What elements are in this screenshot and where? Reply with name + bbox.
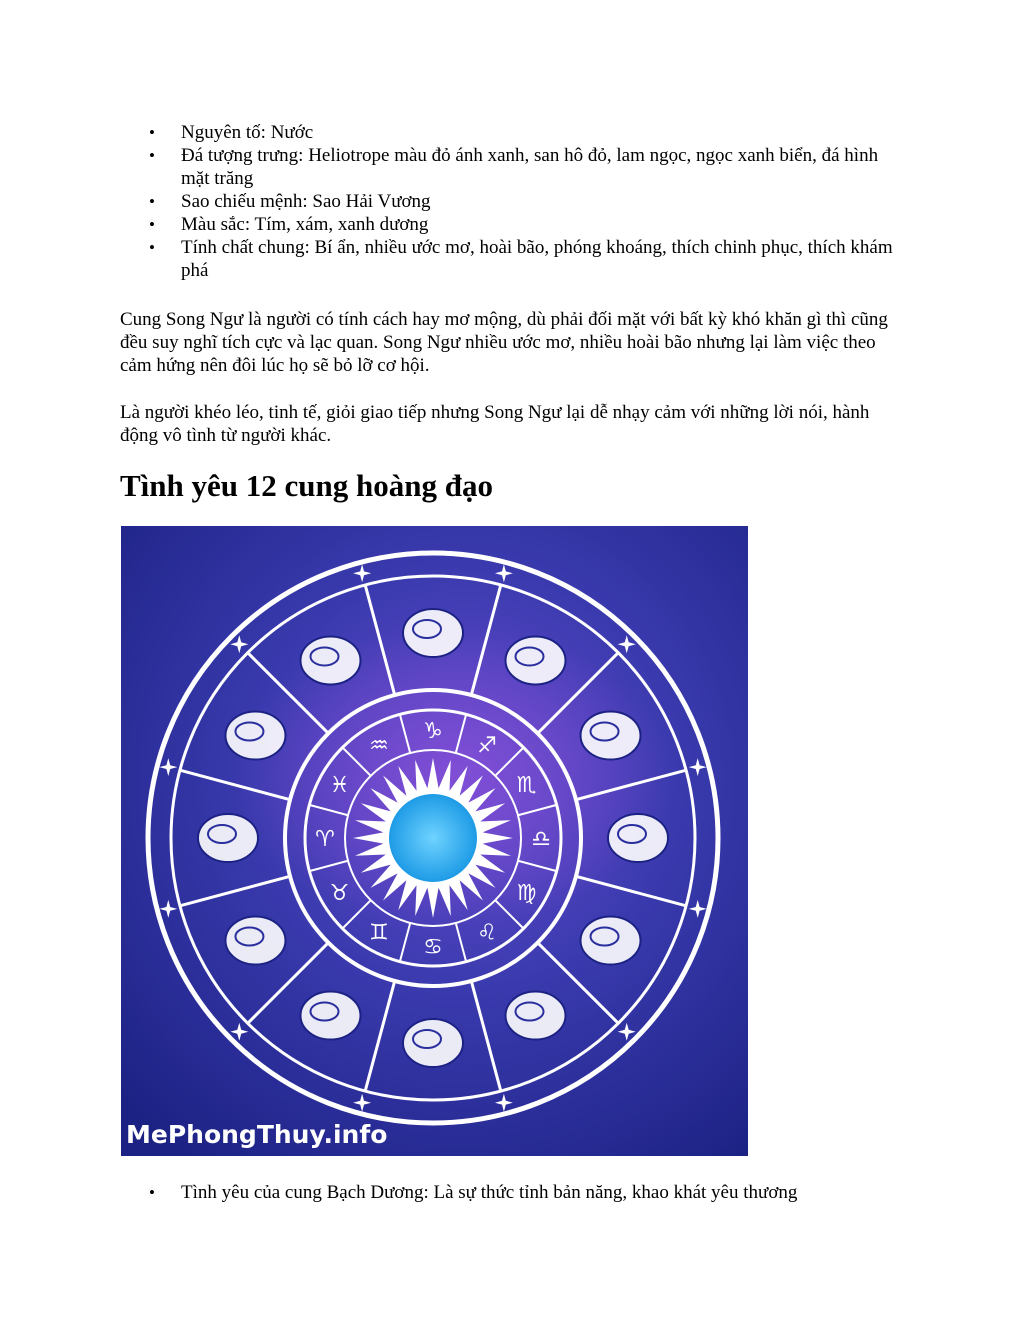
list-item: • Tính chất chung: Bí ẩn, nhiều ước mơ, hoài bão, phóng khoáng, thích chinh phục, thích khám phá (149, 237, 893, 281)
list-item: • Màu sắc: Tím, xám, xanh dương (149, 214, 429, 235)
element-list (120, 121, 900, 282)
image-watermark: MePhongThuy.info (126, 1120, 388, 1149)
zodiac-glyph: ♓ (329, 773, 350, 798)
paragraph: Cung Song Ngư là người có tính cách hay mơ mộng, dù phải đối mặt với bất kỳ khó khăn gì thì cũng đều suy nghĩ tích cực và lạc quan. Song Ngư nhiều ước mơ, nhiều hoài bão nhưng lại làm việc theo cảm hứng nên đôi lúc họ sẽ bỏ lỡ cơ hội. (120, 309, 888, 376)
zodiac-glyph: ♊ (369, 920, 389, 946)
zodiac-figure-icon (301, 636, 361, 684)
zodiac-figure-icon (225, 712, 285, 760)
zodiac-wheel-image (121, 526, 748, 1156)
zodiac-figure-icon (225, 917, 285, 965)
list-item: • Sao chiếu mệnh: Sao Hải Vương (149, 191, 431, 212)
list-item: • Tình yêu của cung Bạch Dương: Là sự thức tỉnh bản năng, khao khát yêu thương (149, 1182, 798, 1203)
list-item: • Đá tượng trưng: Heliotrope màu đỏ ánh xanh, san hô đỏ, lam ngọc, ngọc xanh biển, đá hình mặt trăng (149, 145, 879, 189)
zodiac-glyph: ♉ (329, 881, 350, 906)
zodiac-figure-icon (506, 992, 566, 1040)
zodiac-glyph: ♑ (423, 719, 443, 744)
zodiac-figure-icon (581, 917, 641, 965)
zodiac-figure-icon (403, 1019, 463, 1067)
zodiac-glyph: ♒ (369, 733, 389, 759)
zodiac-glyph: ♏ (516, 773, 537, 798)
zodiac-figure-icon (198, 814, 258, 862)
zodiac-figure-icon (581, 712, 641, 760)
zodiac-figure-icon (301, 992, 361, 1040)
love-list (120, 1181, 900, 1204)
zodiac-figure-icon (403, 609, 463, 657)
paragraph: Là người khéo léo, tinh tế, giỏi giao tiếp nhưng Song Ngư lại dễ nhạy cảm với những lời nói, hành động vô tình từ người khác. (120, 402, 870, 446)
zodiac-figure-icon (506, 636, 566, 684)
zodiac-glyph: ♈ (315, 827, 335, 852)
list-item: • Nguyên tố: Nước (149, 122, 314, 143)
zodiac-glyph: ♍ (516, 881, 537, 906)
zodiac-figure-icon (608, 814, 668, 862)
sun-core (389, 794, 477, 882)
zodiac-glyph: ♐ (477, 733, 497, 759)
section-heading: Tình yêu 12 cung hoàng đạo (120, 468, 493, 503)
zodiac-glyph: ♎ (531, 827, 551, 852)
zodiac-glyph: ♋ (423, 935, 443, 960)
zodiac-glyph: ♌ (477, 920, 497, 946)
